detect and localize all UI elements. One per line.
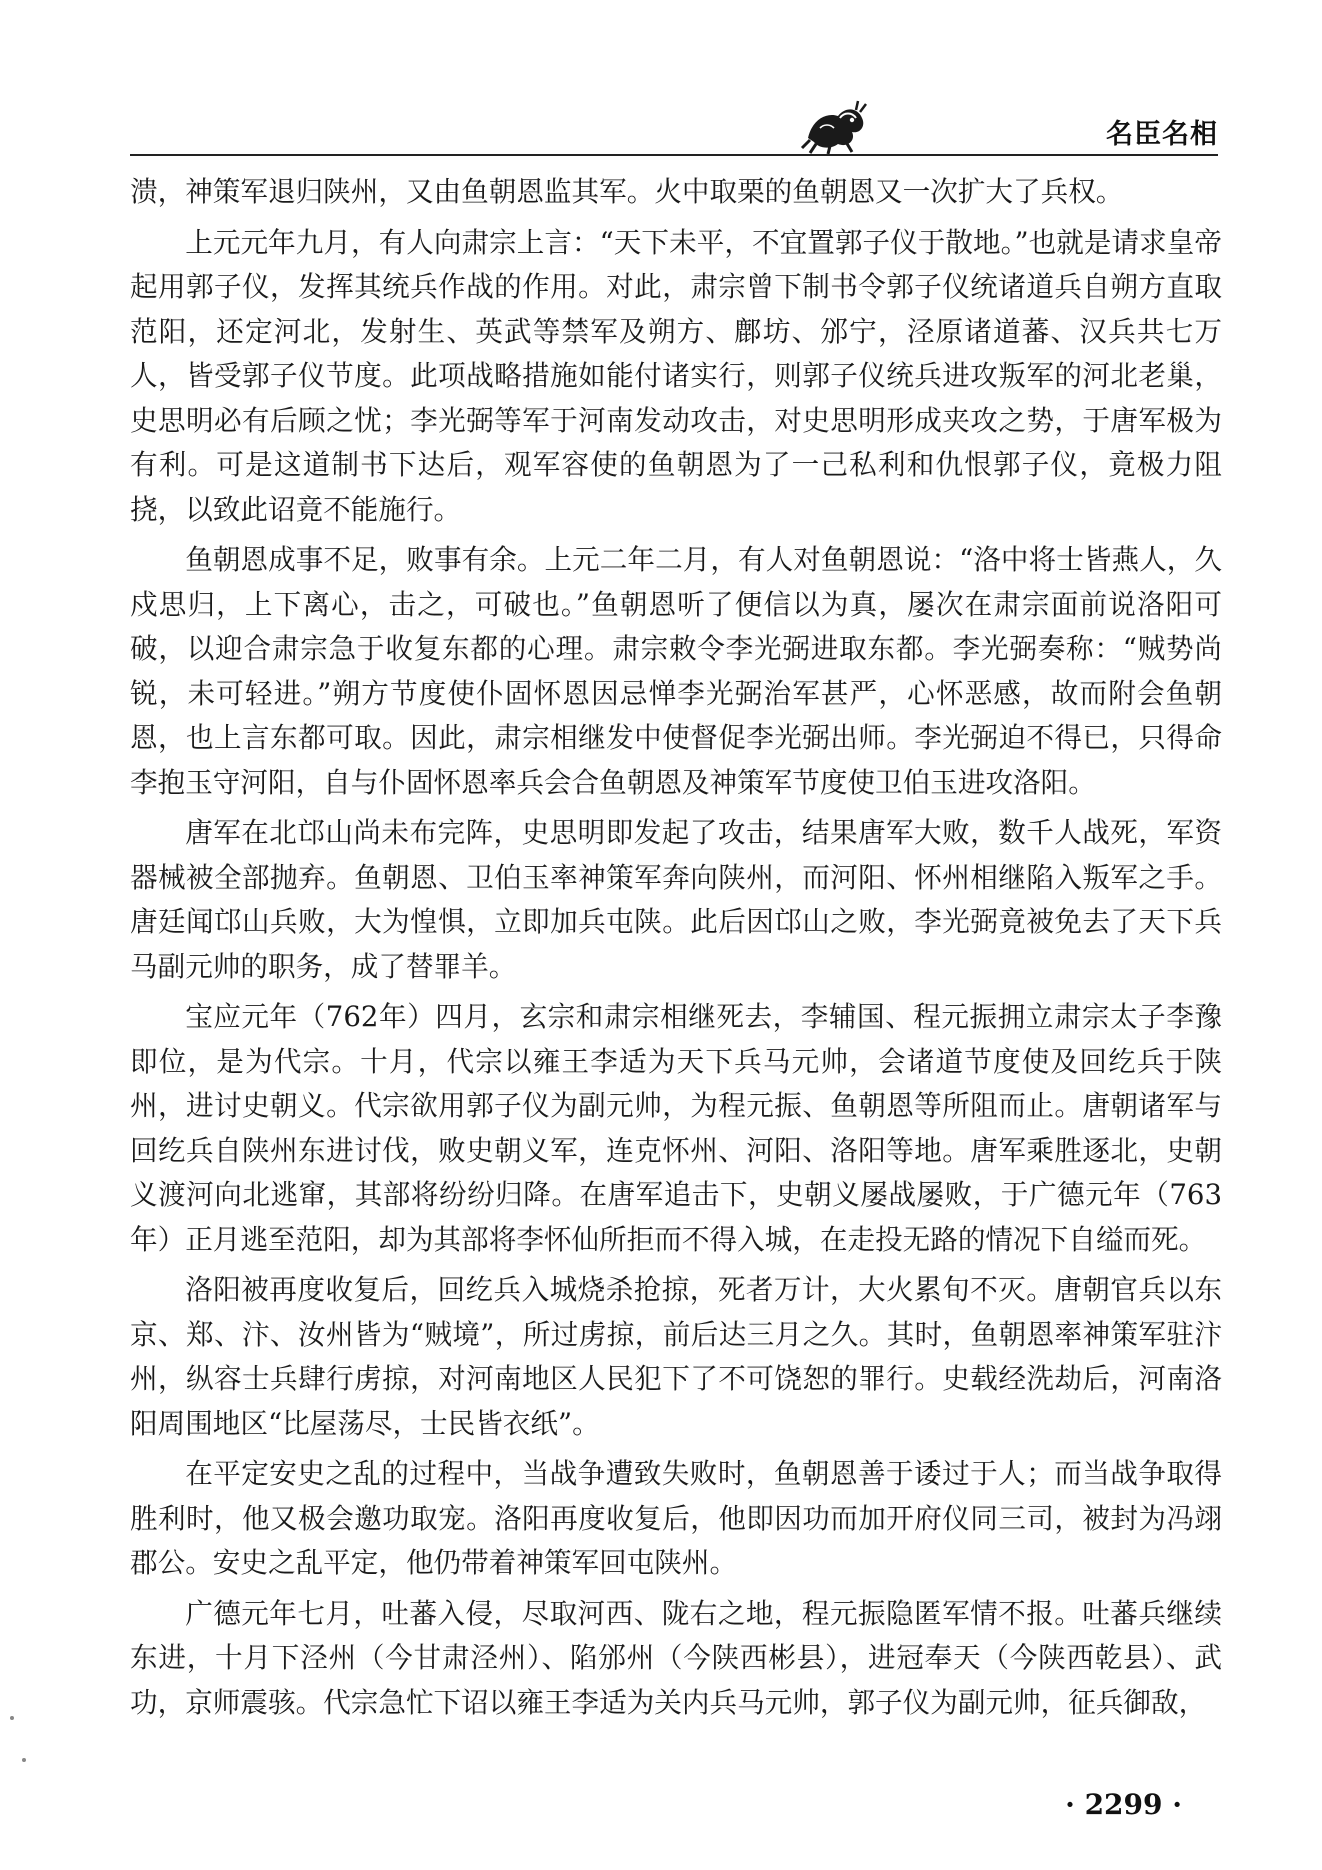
paragraph: 宝应元年（762年）四月，玄宗和肃宗相继死去，李辅国、程元振拥立肃宗太子李豫即位，是为代宗。十月，代宗以雍王李适为天下兵马元帅，会诸道节度使及回纥兵于陕州，进讨史朝义。代宗欲用郭子仪为副元帅，为程元振、鱼朝恩等所阻而止。唐朝诸军与回纥兵自陕州东进讨伐，败史朝义军，连克怀州、河阳、洛阳等地。唐军乘胜逐北，史朝义渡河向北逃窜，其部将纷纷归降。在唐军追击下，史朝义屡战屡败，于广德元年（763年）正月逃至范阳，却为其部将李怀仙所拒而不得入城，在走投无路的情况下自缢而死。 (130, 1000, 1222, 1256)
paragraph: 唐军在北邙山尚未布完阵，史思明即发起了攻击，结果唐军大败，数千人战死，军资器械被全部抛弃。鱼朝恩、卫伯玉率神策军奔向陕州，而河阳、怀州相继陷入叛军之手。唐廷闻邙山兵败，大为惶惧，立即加兵屯陕。此后因邙山之败，李光弼竟被免去了天下兵马副元帅的职务，成了替罪羊。 (130, 816, 1222, 983)
paragraph: 广德元年七月，吐蕃入侵，尽取河西、陇右之地，程元振隐匿军情不报。吐蕃兵继续东进，十月下泾州（今甘肃泾州）、陷邠州（今陕西彬县），进冠奉天（今陕西乾县）、武功，京师震骇。代宗急忙下诏以雍王李适为关内兵马元帅，郭子仪为副元帅，征兵御敌， (130, 1596, 1222, 1719)
section-title: 名臣名相 (1106, 119, 1218, 150)
paragraph: 溃，神策军退归陕州，又由鱼朝恩监其军。火中取栗的鱼朝恩又一次扩大了兵权。 (130, 175, 1124, 208)
paragraph: 洛阳被再度收复后，回纥兵入城烧杀抢掠，死者万计，大火累旬不灭。唐朝官兵以东京、郑、汴、汝州皆为“贼境”，所过虏掠，前后达三月之久。其时，鱼朝恩率神策军驻汴州，纵容士兵肆行虏掠，对河南地区人民犯下了不可饶恕的罪行。史载经洗劫后，河南洛阳周围地区“比屋荡尽，士民皆衣纸”。 (130, 1273, 1222, 1440)
header-rule (130, 154, 1218, 156)
body-text (130, 170, 1222, 1731)
paragraph: 鱼朝恩成事不足，败事有余。上元二年二月，有人对鱼朝恩说：“洛中将士皆燕人，久戍思归，上下离心，击之，可破也。”鱼朝恩听了便信以为真，屡次在肃宗面前说洛阳可破，以迎合肃宗急于收复东都的心理。肃宗敕令李光弼进取东都。李光弼奏称：“贼势尚锐，未可轻进。”朔方节度使仆固怀恩因忌惮李光弼治军甚严，心怀恶感，故而附会鱼朝恩，也上言东都可取。因此，肃宗相继发中使督促李光弼出师。李光弼迫不得已，只得命李抱玉守河阳，自与仆固怀恩率兵会合鱼朝恩及神策军节度使卫伯玉进攻洛阳。 (130, 543, 1222, 799)
scan-speck (10, 1716, 14, 1720)
paragraph: 在平定安史之乱的过程中，当战争遭致失败时，鱼朝恩善于诿过于人；而当战争取得胜利时，他又极会邀功取宠。洛阳再度收复后，他即因功而加开府仪同三司，被封为冯翊郡公。安史之乱平定，他仍带着神策军回屯陕州。 (130, 1457, 1222, 1579)
paragraph: 上元元年九月，有人向肃宗上言：“天下未平，不宜置郭子仪于散地。”也就是请求皇帝起用郭子仪，发挥其统兵作战的作用。对此，肃宗曾下制书令郭子仪统诸道兵自朔方直取范阳，还定河北，发射生、英武等禁军及朔方、鄜坊、邠宁，泾原诸道蕃、汉兵共七万人，皆受郭子仪节度。此项战略措施如能付诸实行，则郭子仪统兵进攻叛军的河北老巢，史思明必有后顾之忧；李光弼等军于河南发动攻击，对史思明形成夹攻之势，于唐军极为有利。可是这道制书下达后，观军容使的鱼朝恩为了一己私利和仇恨郭子仪，竟极力阻挠，以致此诏竟不能施行。 (130, 225, 1222, 526)
dragon-icon (800, 98, 870, 154)
scan-speck (22, 1758, 26, 1762)
page-number: · 2299 · (1065, 1788, 1182, 1821)
